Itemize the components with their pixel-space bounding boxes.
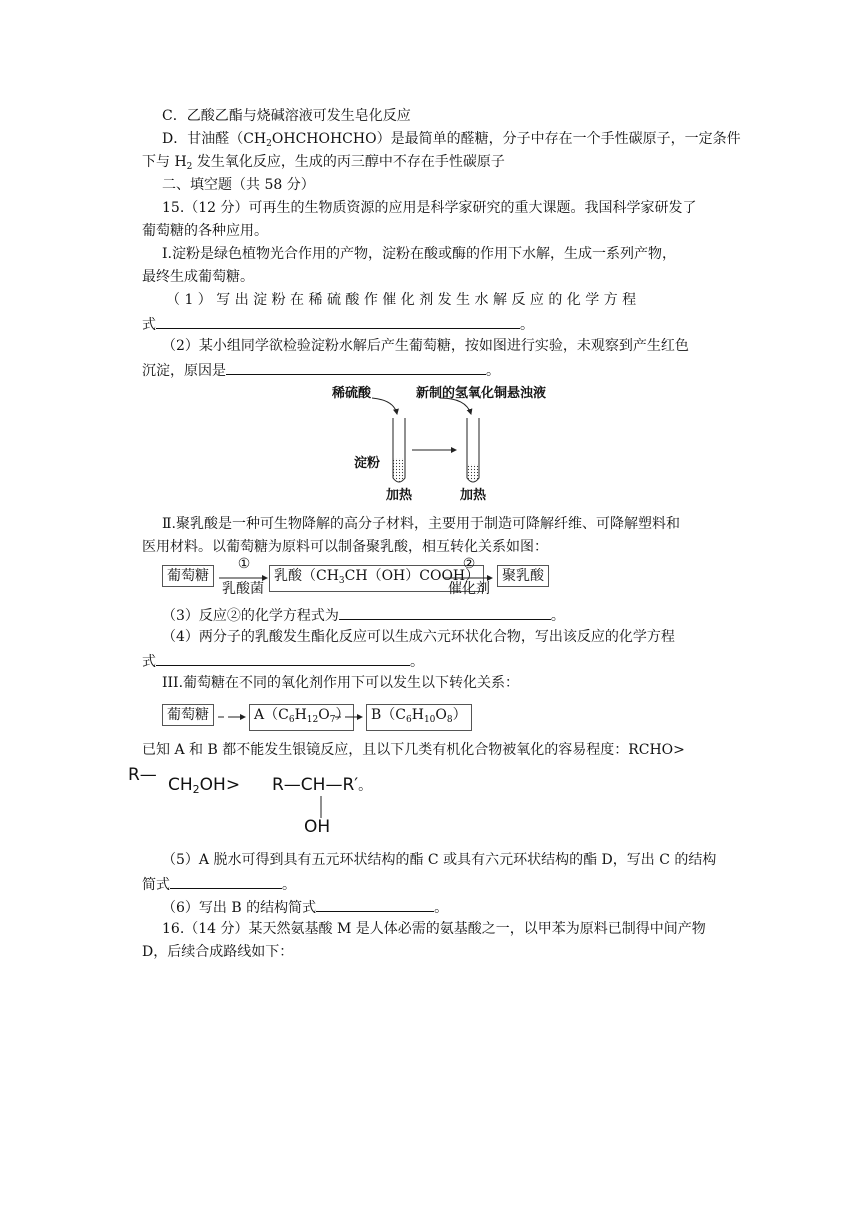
text-segment: ） — [335, 707, 350, 723]
text-segment: O — [318, 707, 330, 723]
text-segment: 式 — [142, 654, 156, 670]
subscript: 12 — [306, 715, 319, 725]
subscript: 2 — [186, 162, 193, 172]
arrow-to-a — [218, 713, 248, 721]
subscript: 6 — [288, 715, 295, 725]
text-segment: 沉淀，原因是 — [142, 363, 226, 379]
formula-ch2oh — [168, 774, 240, 801]
answer-blank-1[interactable] — [156, 313, 520, 329]
subscript: 10 — [423, 715, 436, 725]
text-segment: CH — [168, 775, 193, 795]
option-d-line1 — [162, 129, 741, 154]
text-segment: O — [435, 707, 447, 723]
q16-line1: 16.（14 分）某天然氨基酸 M 是人体必需的氨基酸之一，以甲苯为原料已制得中间产物 — [162, 921, 706, 937]
text-segment: H — [294, 707, 307, 723]
part2-line1: Ⅱ.聚乳酸是一种可生物降解的高分子材料，主要用于制造可降解纤维、可降解塑料和 — [162, 516, 680, 532]
arrow-to-b — [335, 713, 365, 721]
q15-line1: 15.（12 分）可再生的生物质资源的应用是科学家研究的重大课题。我国科学家研发了 — [162, 200, 697, 216]
answer-blank-3[interactable] — [339, 604, 551, 620]
q1-line2 — [142, 313, 534, 335]
acid-label: 稀硫酸 — [332, 386, 372, 401]
subscript: 7 — [329, 715, 336, 725]
formula-r-prefix: R— — [128, 765, 157, 785]
subscript: 8 — [446, 715, 453, 725]
text-segment: 下与 H — [142, 154, 187, 170]
text-segment: （6）写出 B 的结构简式 — [162, 900, 317, 916]
part1-line1: Ⅰ.淀粉是绿色植物光合作用的产物，淀粉在酸或酶的作用下水解，生成一系列产物， — [162, 246, 676, 262]
experiment-diagram — [320, 378, 560, 503]
text-segment: 式 — [142, 317, 156, 333]
text-segment: A（C — [254, 707, 289, 723]
text-segment: B（C — [371, 707, 406, 723]
part3-line: III.葡萄糖在不同的氧化剂作用下可以发生以下转化关系： — [162, 675, 520, 691]
q16-line2: D，后续合成路线如下： — [142, 944, 294, 960]
text-segment: 。 — [358, 778, 373, 794]
reagent-label: 新制的氢氧化铜悬浊液 — [416, 386, 547, 401]
subscript: 2 — [266, 139, 272, 149]
step1-number: ① — [237, 556, 251, 572]
subscript: 2 — [192, 783, 200, 796]
q15-line2: 葡萄糖的各种应用。 — [142, 223, 268, 239]
part1-line2: 最终生成葡萄糖。 — [142, 269, 254, 285]
answer-blank-4[interactable] — [156, 650, 410, 666]
q4-line2 — [142, 650, 424, 672]
subscript: 6 — [406, 715, 412, 725]
step1-condition: 乳酸菌 — [222, 581, 264, 597]
compound-b-box — [366, 704, 472, 731]
part2-line2: 医用材料。以葡萄糖为原料可以制备聚乳酸，相互转化关系如图： — [142, 539, 548, 555]
formula-oh: OH — [304, 817, 331, 837]
q2-line1: （2）某小组同学欲检验淀粉水解后产生葡萄糖，按如图进行实验，未观察到产生红色 — [162, 338, 689, 354]
pla-box: 聚乳酸 — [497, 565, 549, 587]
q5-line2 — [142, 873, 296, 895]
answer-blank-5[interactable] — [170, 873, 282, 889]
glucose-box: 葡萄糖 — [162, 565, 214, 587]
subscript: 3 — [338, 576, 345, 586]
step2-condition: 催化剂 — [448, 581, 490, 597]
text-segment: 。 — [434, 900, 449, 916]
formula-secondary-alcohol — [272, 774, 372, 797]
text-segment: ） — [452, 707, 467, 723]
text-segment: 。 — [520, 317, 534, 333]
text-segment: 简式 — [142, 877, 170, 893]
q3-line — [162, 604, 565, 626]
text-segment: 。 — [410, 654, 424, 670]
text-segment: H — [411, 707, 424, 723]
text-segment: （3）反应②的化学方程式为 — [162, 608, 339, 624]
text-segment: OHCHOHCHO）是最简单的醛糖，分子中存在一个手性碳原子，一定条件 — [271, 131, 741, 147]
answer-blank-2[interactable] — [226, 359, 486, 375]
text-segment: D．甘油醛（CH — [162, 131, 267, 147]
bond-line — [320, 796, 324, 818]
text-segment: 。 — [486, 363, 500, 379]
text-segment: OH> — [199, 775, 241, 795]
text-segment: CH（OH）COOH） — [344, 568, 480, 584]
text-segment: 。 — [550, 608, 565, 624]
starch-label: 淀粉 — [354, 456, 381, 471]
text-segment: 发生氧化反应，生成的丙三醇中不存在手性碳原子 — [192, 154, 505, 170]
apparatus-drawing — [320, 378, 560, 488]
heat-label-1: 加热 — [386, 488, 413, 503]
heat-label-2: 加热 — [460, 488, 487, 503]
step2-number: ② — [462, 556, 476, 572]
text-segment: 。 — [282, 877, 296, 893]
option-c: C．乙酸乙酯与烧碱溶液可发生皂化反应 — [162, 108, 411, 124]
known-condition: 已知 A 和 B 都不能发生银镜反应，且以下几类有机化合物被氧化的容易程度：RCHO> — [142, 742, 685, 758]
text-segment: 乳酸（CH — [274, 568, 339, 584]
option-d-line2 — [142, 152, 505, 177]
text-segment: R—CH—R′ — [272, 775, 359, 795]
q4-line1: （4）两分子的乳酸发生酯化反应可以生成六元环状化合物，写出该反应的化学方程 — [162, 629, 675, 645]
q6-line — [162, 896, 448, 918]
glucose-box-2: 葡萄糖 — [162, 704, 214, 726]
q5-line1: （5）A 脱水可得到具有五元环状结构的酯 C 或具有六元环状结构的酯 D，写出 C 的结构 — [162, 852, 717, 868]
q1-line1: （ 1 ） 写 出 淀 粉 在 稀 硫 酸 作 催 化 剂 发 生 水 解 反 应 的 化 学 方 程 — [166, 292, 637, 308]
answer-blank-6[interactable] — [316, 896, 434, 912]
section-heading: 二、填空题（共 58 分） — [162, 177, 315, 193]
